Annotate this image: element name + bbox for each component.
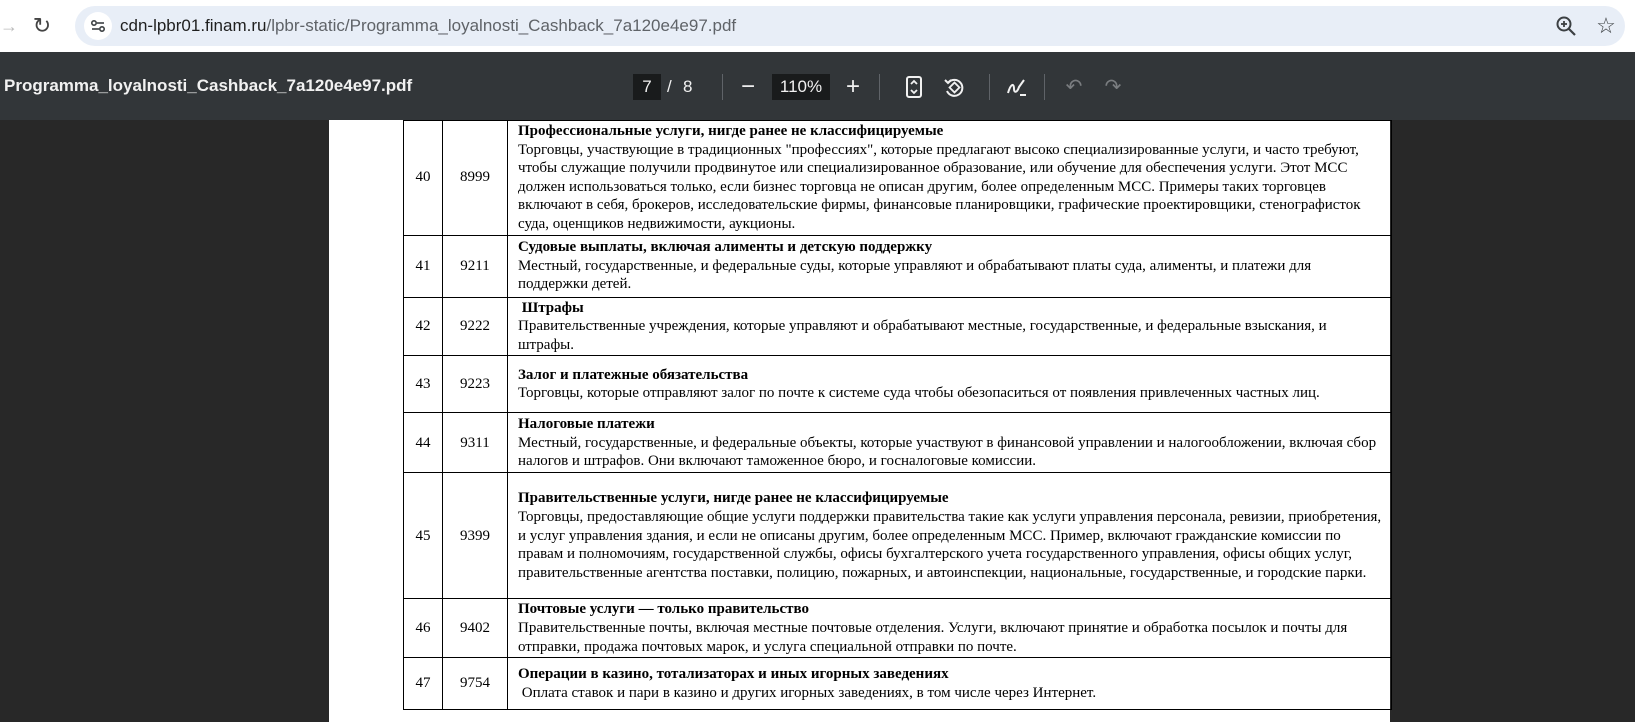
pdf-title: Programma_loyalnosti_Cashback_7a120e4e97.pdf	[4, 76, 413, 95]
table-row	[404, 413, 1392, 473]
row-description	[508, 599, 1392, 658]
page-number-input[interactable]: 7	[633, 74, 661, 100]
row-description	[508, 413, 1392, 473]
mcc-code: 9399	[443, 473, 508, 599]
bookmark-star-icon[interactable]: ☆	[1596, 13, 1616, 38]
row-number: 42	[404, 297, 443, 356]
row-text: Оплата ставок и пари в казино и других игорных заведениях, в том числе через Интернет.	[518, 684, 1097, 701]
row-number: 45	[404, 473, 443, 599]
row-title: Налоговые платежи	[518, 415, 655, 432]
row-text: Торговцы, участвующие в традиционных "профессиях", которые предлагают высоко специализированные услуги, и часто требуют, чтобы служащие получили продвинутое или специализированное образование, или обучение для обеспечения услуги. Этот МСС должен использоваться только, если бизнес торговца не описан другим, более определенным МСС. Примеры таких торговцев включают в себя, брокеров, исследовательские фирмы, финансовые планировщики, графические проектировщики, стенографисток суда, оценщиков недвижимости, аукционы.	[518, 141, 1361, 232]
row-number: 46	[404, 599, 443, 658]
row-text: Правительственные почты, включая местные почтовые отделения. Услуги, включают принятие и обработка посылок и почты для отправки, продажа почтовых марок, и услуга специальной отправки по почте.	[518, 619, 1348, 655]
row-title: Правительственные услуги, нигде ранее не классифицируемые	[518, 490, 949, 507]
table-row	[404, 235, 1392, 297]
url-path: /lpbr-static/Programma_loyalnosti_Cashback_7a120e4e97.pdf	[266, 16, 737, 35]
url-text[interactable]	[120, 6, 736, 46]
row-number: 41	[404, 235, 443, 297]
mcc-code: 9211	[443, 235, 508, 297]
row-description	[508, 235, 1392, 297]
redo-icon[interactable]: ↷	[1104, 76, 1122, 98]
mcc-code: 9311	[443, 413, 508, 473]
row-title: Залог и платежные обязательства	[518, 366, 749, 383]
fit-page-icon[interactable]	[899, 72, 929, 102]
row-description	[508, 356, 1392, 413]
table-row	[404, 297, 1392, 356]
row-description	[508, 121, 1392, 236]
table-row	[404, 121, 1392, 236]
row-number: 44	[404, 413, 443, 473]
table-row	[404, 599, 1392, 658]
pdf-viewer[interactable]	[0, 120, 1635, 722]
rotate-icon[interactable]	[939, 72, 969, 102]
mcc-code: 9222	[443, 297, 508, 356]
browser-bar	[0, 0, 1635, 52]
row-title: Почтовые услуги — только правительство	[518, 601, 809, 618]
row-number: 40	[404, 121, 443, 236]
row-text: Торговцы, предоставляющие общие услуги поддержки правительства такие как услуги управления персонала, ревизии, приобретения, и услуг управления здания, и если не описаны другим, более определенным МСС. Пример, включают гражданские комиссии по правам и полномочиям, государственной службы, офисы бухгалтерского учета государственного управления, офисы общих услуг, правительственные агентства поставки, полицию, пожарных, и автоинспекции, национальные, государственные, и городские парки.	[518, 508, 1382, 581]
row-description	[508, 658, 1392, 710]
mcc-code: 8999	[443, 121, 508, 236]
row-text: Местный, государственные, и федеральные объекты, которые участвуют в финансовой управлении и налогообложении, включая сбор налогов и штрафов. Они включают таможенное бюро, и госналоговые комиссии.	[518, 434, 1377, 470]
row-text: Местный, государственные, и федеральные суды, которые управляют и обрабатывают платы суда, алименты, и платежи для поддержки детей.	[518, 257, 1312, 293]
pdf-page	[329, 120, 1390, 722]
row-title: Судовые выплаты, включая алименты и детскую поддержку	[518, 239, 933, 256]
mcc-code: 9402	[443, 599, 508, 658]
zoom-level-input[interactable]: 110%	[772, 74, 830, 100]
row-text: Торговцы, которые отправляют залог по почте к системе суда чтобы обезопаситься от появления привлеченных частных лиц.	[518, 385, 1320, 402]
table-row	[404, 356, 1392, 413]
reload-icon[interactable]: ↻	[32, 13, 52, 38]
toolbar-divider	[722, 74, 723, 100]
draw-annotation-icon[interactable]	[1002, 72, 1032, 102]
page-total: 8	[683, 77, 693, 96]
site-info-icon[interactable]	[84, 12, 112, 40]
row-description	[508, 297, 1392, 356]
undo-icon[interactable]: ↶	[1065, 76, 1083, 98]
page-separator: /	[667, 77, 672, 96]
toolbar-divider	[1044, 74, 1045, 100]
table-row	[404, 473, 1392, 599]
row-title: Операции в казино, тотализаторах и иных игорных заведениях	[518, 666, 949, 683]
url-domain: cdn-lpbr01.finam.ru	[120, 16, 267, 35]
pdf-toolbar	[0, 52, 1635, 120]
toolbar-divider	[879, 74, 880, 100]
row-description	[508, 473, 1392, 599]
zoom-in-icon[interactable]: +	[845, 73, 860, 100]
address-bar[interactable]	[75, 6, 1625, 46]
mcc-code: 9223	[443, 356, 508, 413]
row-title: Профессиональные услуги, нигде ранее не классифицируемые	[518, 123, 944, 139]
row-text: Правительственные учреждения, которые управляют и обрабатывают местные, государственные, и федеральные взыскания, и штрафы.	[518, 318, 1327, 353]
zoom-out-icon[interactable]: −	[740, 73, 755, 100]
mcc-table	[403, 120, 1392, 710]
table-row	[404, 658, 1392, 710]
toolbar-divider	[989, 74, 990, 100]
row-title: Штрафы	[518, 299, 584, 316]
row-number: 43	[404, 356, 443, 413]
mcc-code: 9754	[443, 658, 508, 710]
zoom-magnifier-icon[interactable]	[1555, 15, 1577, 37]
row-number: 47	[404, 658, 443, 710]
back-arrow-icon[interactable]: →	[0, 16, 18, 36]
